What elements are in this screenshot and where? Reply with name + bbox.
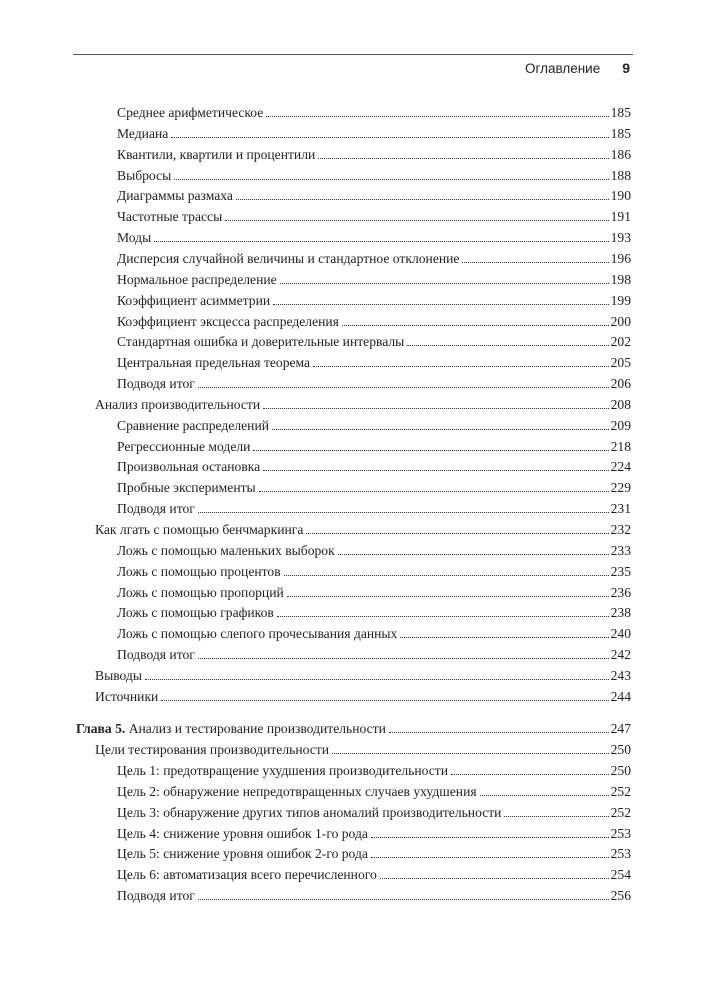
dot-leader xyxy=(266,116,608,117)
toc-entry xyxy=(95,667,631,685)
toc-entry xyxy=(95,741,631,759)
toc-page-number: 254 xyxy=(610,867,631,883)
dot-leader xyxy=(161,700,608,701)
toc-entry xyxy=(117,825,631,843)
toc-entry xyxy=(117,250,631,268)
toc-entry-title xyxy=(117,354,310,372)
toc-entry-text: Выводы xyxy=(95,667,142,683)
dot-leader xyxy=(263,470,608,471)
toc-entry-title xyxy=(117,500,195,518)
toc-page-number: 202 xyxy=(610,334,631,350)
dot-leader xyxy=(371,837,609,838)
toc-entry-title xyxy=(117,438,250,456)
dot-leader xyxy=(272,429,609,430)
toc-entry-text: Подводя итог xyxy=(117,888,195,904)
toc-entry-text: Дисперсия случайной величины и стандартное отклонение xyxy=(117,250,460,266)
dot-leader xyxy=(198,387,609,388)
toc-entry-title xyxy=(117,208,222,226)
toc-page-number: 253 xyxy=(610,846,631,862)
dot-leader xyxy=(371,857,609,858)
toc-entry-text: Выбросы xyxy=(117,167,172,183)
toc-entry-text: Ложь с помощью маленьких выборок xyxy=(117,542,335,558)
toc-entry-text: Центральная предельная теорема xyxy=(117,355,311,371)
toc-entry xyxy=(117,333,631,351)
toc-entry xyxy=(117,271,631,289)
toc-chapter-label: Глава 5. xyxy=(76,721,126,736)
dot-leader xyxy=(313,366,609,367)
dot-leader xyxy=(259,491,609,492)
header-title: Оглавление xyxy=(524,61,601,76)
toc-entry xyxy=(117,646,631,664)
toc-entry xyxy=(117,146,631,164)
header-page-number: 9 xyxy=(622,60,630,76)
dot-leader xyxy=(263,408,608,409)
toc-entry-text: Медиана xyxy=(117,125,169,141)
toc-entry-text: Как лгать с помощью бенчмаркинга xyxy=(95,522,304,537)
toc-page-number: 185 xyxy=(610,125,631,141)
toc-page-number: 193 xyxy=(610,230,631,246)
toc-page-number: 252 xyxy=(610,783,631,799)
toc-entry-title xyxy=(117,104,263,122)
dot-leader xyxy=(400,637,608,638)
toc-entry-text: Цель 3: обнаружение других типов аномалий производительности xyxy=(117,804,502,820)
toc-entry-text: Цель 1: предотвращение ухудшения производительности xyxy=(117,762,449,778)
toc-entry-title xyxy=(117,187,233,205)
toc-entry-text: Ложь с помощью слепого прочесывания данных xyxy=(117,626,398,642)
dot-leader xyxy=(145,679,609,680)
toc-page-number: 236 xyxy=(610,584,631,600)
toc-page-number: 243 xyxy=(610,667,631,683)
toc-entry xyxy=(117,584,631,602)
toc-entry-text: Сравнение распределений xyxy=(117,417,269,433)
toc-page-number: 199 xyxy=(610,292,631,308)
dot-leader xyxy=(225,220,608,221)
toc-entry-text: Коэффициент эксцесса распределения xyxy=(117,313,339,329)
toc-entry xyxy=(95,521,631,539)
toc-page-number: 218 xyxy=(610,438,631,454)
toc-entry xyxy=(117,783,631,801)
toc-entry-title xyxy=(117,479,256,497)
toc-entry-title xyxy=(95,667,142,685)
dot-leader xyxy=(174,179,608,180)
toc-entry xyxy=(117,104,631,122)
dot-leader xyxy=(504,816,608,817)
toc-page-number: 208 xyxy=(610,396,631,412)
toc-entry xyxy=(117,804,631,822)
toc-page-number: 231 xyxy=(610,501,631,517)
dot-leader xyxy=(198,658,609,659)
toc-chapter-entry xyxy=(76,720,631,738)
toc-page-number: 242 xyxy=(610,647,631,663)
toc-page-number: 209 xyxy=(610,417,631,433)
toc-entry-text: Нормальное распределение xyxy=(117,271,277,287)
toc-entry-text: Диаграммы размаха xyxy=(117,188,233,204)
toc-entry xyxy=(117,417,631,435)
toc-entry-text: Анализ производительности xyxy=(95,396,261,412)
toc-entry-title xyxy=(117,804,501,822)
toc-entry-text: Ложь с помощью пропорций xyxy=(117,584,284,600)
toc-page-number: 244 xyxy=(610,688,631,704)
toc-page-number: 247 xyxy=(610,721,631,736)
toc-entry xyxy=(117,187,631,205)
toc-entry-text: Частотные трассы xyxy=(117,209,223,225)
dot-leader xyxy=(380,878,609,879)
toc-entry-title xyxy=(95,396,260,414)
toc-entry-title xyxy=(117,313,339,331)
dot-leader xyxy=(306,533,608,534)
toc-page-number: 229 xyxy=(610,480,631,496)
toc-entry-text: Цель 5: снижение уровня ошибок 2-го рода xyxy=(117,846,368,862)
toc-entry xyxy=(117,125,631,143)
toc-entry-title xyxy=(117,375,195,393)
dot-leader xyxy=(253,450,608,451)
dot-leader xyxy=(451,774,609,775)
dot-leader xyxy=(277,616,609,617)
dot-leader xyxy=(480,795,609,796)
toc-entry-title xyxy=(117,542,335,560)
toc-page-number: 256 xyxy=(610,888,631,904)
toc-entry-title xyxy=(117,333,404,351)
toc-page-number: 200 xyxy=(610,313,631,329)
toc-entry-text: Цель 6: автоматизация всего перечисленного xyxy=(117,867,377,883)
toc-entry-text: Цель 2: обнаружение непредотвращенных случаев ухудшения xyxy=(117,783,477,799)
toc-entry-text: Ложь с помощью процентов xyxy=(117,563,281,579)
toc-page-number: 191 xyxy=(610,209,631,225)
toc-entry xyxy=(117,354,631,372)
toc-page-number: 206 xyxy=(610,376,631,392)
toc-entry-title xyxy=(95,741,329,759)
toc-entry xyxy=(95,688,631,706)
toc-entry xyxy=(117,313,631,331)
toc-page-number: 235 xyxy=(610,563,631,579)
toc-entry-title xyxy=(76,720,386,738)
toc-entry-text: Ложь с помощью графиков xyxy=(117,605,274,621)
dot-leader xyxy=(284,575,609,576)
toc-page-number: 250 xyxy=(610,762,631,778)
toc-entry-text: Квантили, квартили и процентили xyxy=(117,146,316,162)
toc-page-number: 190 xyxy=(610,188,631,204)
toc-entry-title xyxy=(117,783,477,801)
toc-entry-title xyxy=(117,125,168,143)
toc-entry-text: Регрессионные модели xyxy=(117,438,251,454)
dot-leader xyxy=(318,158,608,159)
toc-page-number: 250 xyxy=(610,741,631,757)
toc-entry-text: Цели тестирования производительности xyxy=(95,741,329,757)
toc-entry-text: Пробные эксперименты xyxy=(117,480,256,496)
dot-leader xyxy=(389,732,609,733)
dot-leader xyxy=(287,596,609,597)
toc-entry-title xyxy=(117,762,448,780)
toc-entry xyxy=(117,500,631,518)
toc-entry-text: Источники xyxy=(95,688,159,704)
toc-entry-title xyxy=(117,292,270,310)
toc-entry-text: Произвольная остановка xyxy=(117,459,261,475)
toc-entry-title xyxy=(117,563,281,581)
toc-page-number: 233 xyxy=(610,542,631,558)
toc-page-number: 186 xyxy=(610,146,631,162)
dot-leader xyxy=(342,325,609,326)
toc-entry xyxy=(117,458,631,476)
toc-entry-title xyxy=(95,688,158,706)
toc-entry xyxy=(117,208,631,226)
toc-entry-title xyxy=(117,887,195,905)
toc-entry xyxy=(117,542,631,560)
toc-entry xyxy=(117,845,631,863)
toc-entry-title xyxy=(117,417,269,435)
toc-entry xyxy=(117,604,631,622)
toc-entry xyxy=(95,396,631,414)
toc-entry-title xyxy=(117,646,195,664)
toc-entry-title xyxy=(95,521,303,539)
toc-entry-text: Среднее арифметическое xyxy=(117,105,264,120)
toc-entry xyxy=(117,375,631,393)
toc-entry xyxy=(117,866,631,884)
dot-leader xyxy=(462,262,608,263)
toc-page-number: 252 xyxy=(610,804,631,820)
toc-entry xyxy=(117,292,631,310)
toc-page-number: 232 xyxy=(610,522,631,537)
toc-entry-title xyxy=(117,271,277,289)
dot-leader xyxy=(407,345,608,346)
toc-page-number: 224 xyxy=(610,459,631,475)
toc-entry xyxy=(117,229,631,247)
toc-entry xyxy=(117,167,631,185)
toc-entry-title xyxy=(117,825,368,843)
toc-entry-text: Цель 4: снижение уровня ошибок 1-го рода xyxy=(117,825,368,841)
toc-entry-text: Моды xyxy=(117,230,152,246)
toc-entry xyxy=(117,438,631,456)
dot-leader xyxy=(154,241,608,242)
toc-entry-title xyxy=(117,866,377,884)
dot-leader xyxy=(280,283,609,284)
toc-entry-title xyxy=(117,845,368,863)
toc-entry xyxy=(117,762,631,780)
toc-page-number: 240 xyxy=(610,626,631,642)
dot-leader xyxy=(273,304,608,305)
toc-page-number: 185 xyxy=(610,105,631,120)
toc-entry-text: Коэффициент асимметрии xyxy=(117,292,271,308)
toc-page-number: 196 xyxy=(610,250,631,266)
toc-page-number: 253 xyxy=(610,825,631,841)
toc-entry xyxy=(117,479,631,497)
dot-leader xyxy=(198,512,609,513)
toc-entry-title xyxy=(117,146,315,164)
dot-leader xyxy=(171,137,608,138)
toc-entry-title xyxy=(117,250,459,268)
toc-entry-title xyxy=(117,167,171,185)
toc-entry-text: Анализ и тестирование производительности xyxy=(128,721,386,736)
toc-entry-text: Подводя итог xyxy=(117,376,195,392)
toc-entry xyxy=(117,887,631,905)
toc-entry-title xyxy=(117,229,151,247)
toc-page-number: 198 xyxy=(610,271,631,287)
dot-leader xyxy=(338,554,609,555)
toc-entry-title xyxy=(117,604,274,622)
toc-entry-title xyxy=(117,625,397,643)
toc-entry-text: Подводя итог xyxy=(117,647,195,663)
toc-entry xyxy=(117,625,631,643)
toc-entry-title xyxy=(117,458,260,476)
toc-entry-title xyxy=(117,584,284,602)
toc-entry-text: Подводя итог xyxy=(117,501,195,517)
dot-leader xyxy=(332,753,609,754)
toc-page-number: 205 xyxy=(610,355,631,371)
dot-leader xyxy=(198,899,609,900)
dot-leader xyxy=(236,199,609,200)
toc-entry-text: Стандартная ошибка и доверительные интервалы xyxy=(117,334,405,350)
toc-page-number: 188 xyxy=(610,167,631,183)
toc-entry xyxy=(117,563,631,581)
toc-page-number: 238 xyxy=(610,605,631,621)
